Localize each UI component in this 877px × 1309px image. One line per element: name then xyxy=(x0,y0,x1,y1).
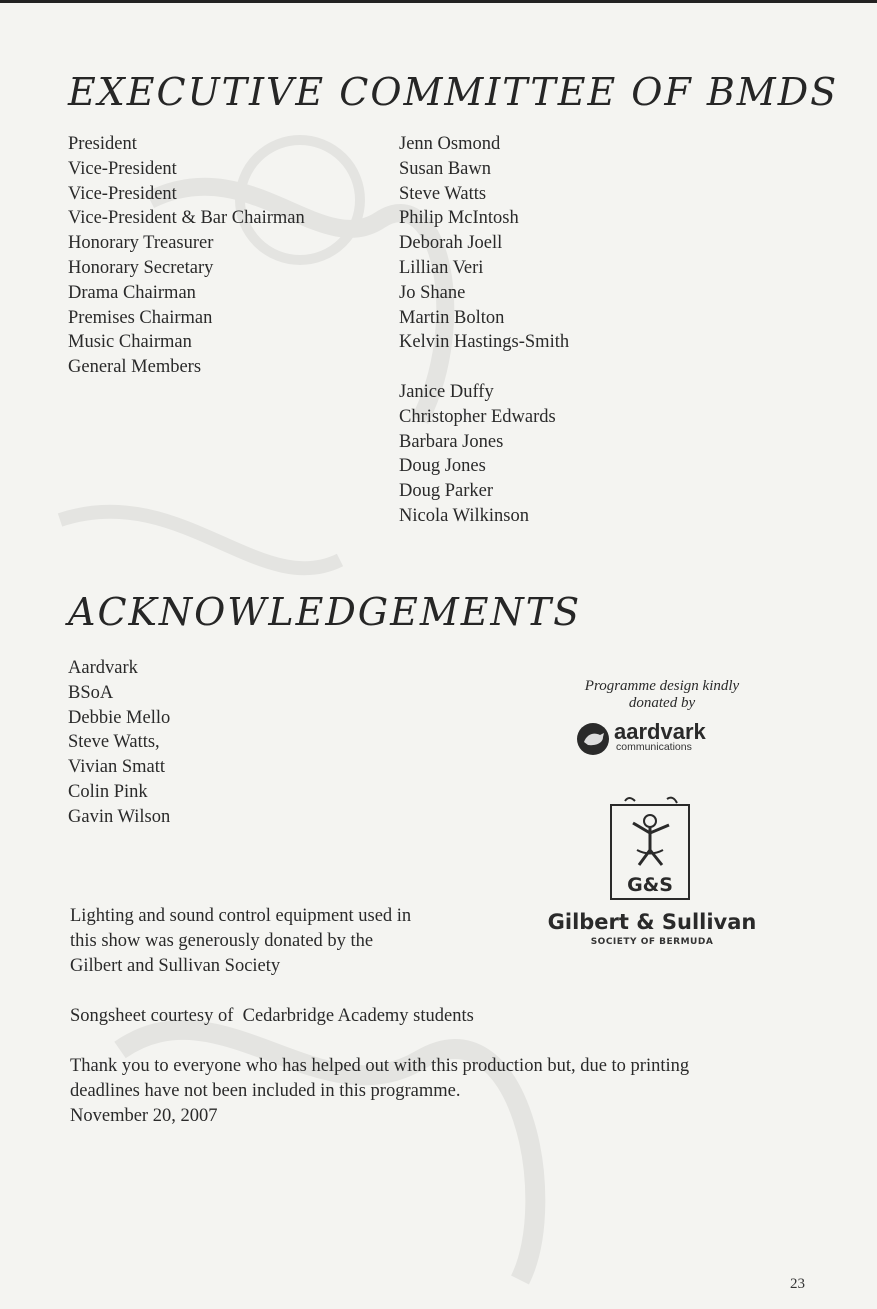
gilbert-sullivan-badge xyxy=(607,795,693,903)
gilbert-sullivan-name: Gilbert & Sullivan xyxy=(547,910,757,934)
gs-badge-text: G&S xyxy=(627,874,673,896)
general-member-name: Doug Jones xyxy=(399,456,486,477)
member-name: Jenn Osmond xyxy=(399,134,501,154)
role-item: Drama Chairman xyxy=(68,282,196,303)
ack-name: BSoA xyxy=(68,682,114,703)
member-name: Martin Bolton xyxy=(399,307,505,328)
dancing-figure-icon xyxy=(607,795,693,903)
ack-name: Debbie Mello xyxy=(68,707,171,728)
aardvark-subtitle: communications xyxy=(616,741,692,753)
acknowledgements-heading: ACKNOWLEDGEMENTS xyxy=(68,590,582,634)
aardvark-wordmark: aardvark xyxy=(614,719,706,744)
aardvark-logo xyxy=(576,721,736,757)
member-name: Deborah Joell xyxy=(399,233,503,254)
thanks-paragraph: Thank you to everyone who has helped out with this production but, due to printing deadlines have not been included in this programme. November 20, 2007 xyxy=(70,1054,689,1128)
general-member-name: Janice Duffy xyxy=(399,382,494,402)
songsheet-line: Songsheet courtesy of Cedarbridge Academy students xyxy=(70,1006,474,1026)
aardvark-icon xyxy=(576,722,610,756)
role-item: Vice-President xyxy=(68,183,177,204)
member-name: Susan Bawn xyxy=(399,158,491,179)
general-member-name: Doug Parker xyxy=(399,481,494,502)
executive-roles xyxy=(68,132,305,380)
page-number: 23 xyxy=(790,1276,805,1292)
general-member-name: Nicola Wilkinson xyxy=(399,505,529,526)
role-item: General Members xyxy=(68,357,202,378)
ack-name: Gavin Wilson xyxy=(68,806,171,827)
general-members-list xyxy=(399,380,556,529)
member-name: Philip McIntosh xyxy=(399,208,519,229)
member-name: Lillian Veri xyxy=(399,257,484,278)
executive-heading: EXECUTIVE COMMITTEE OF BMDS xyxy=(68,70,839,114)
design-credit: Programme design kindly donated by xyxy=(584,678,740,711)
gilbert-sullivan-subtitle: SOCIETY OF BERMUDA xyxy=(590,937,714,947)
ack-name: Vivian Smatt xyxy=(68,757,166,778)
executive-names xyxy=(399,132,569,355)
ack-name: Steve Watts, xyxy=(68,732,160,753)
role-item: Honorary Treasurer xyxy=(68,233,214,254)
acknowledgements-list xyxy=(68,656,170,830)
general-member-name: Barbara Jones xyxy=(399,431,504,452)
date-line: November 20, 2007 xyxy=(70,1105,218,1126)
lighting-paragraph: Lighting and sound control equipment used in this show was generously donated by the Gilbert and Sullivan Society xyxy=(70,906,412,976)
role-item: Premises Chairman xyxy=(68,307,213,328)
role-item: Vice-President xyxy=(68,158,177,179)
member-name: Jo Shane xyxy=(399,282,466,303)
role-item: Vice-President & Bar Chairman xyxy=(68,208,305,229)
role-item: President xyxy=(68,134,137,154)
member-name: Steve Watts xyxy=(399,183,487,204)
role-item: Music Chairman xyxy=(68,332,192,353)
member-name: Kelvin Hastings-Smith xyxy=(399,332,570,353)
ack-name: Aardvark xyxy=(68,658,138,678)
ack-name: Colin Pink xyxy=(68,781,148,802)
general-member-name: Christopher Edwards xyxy=(399,406,556,427)
role-item: Honorary Secretary xyxy=(68,257,214,278)
